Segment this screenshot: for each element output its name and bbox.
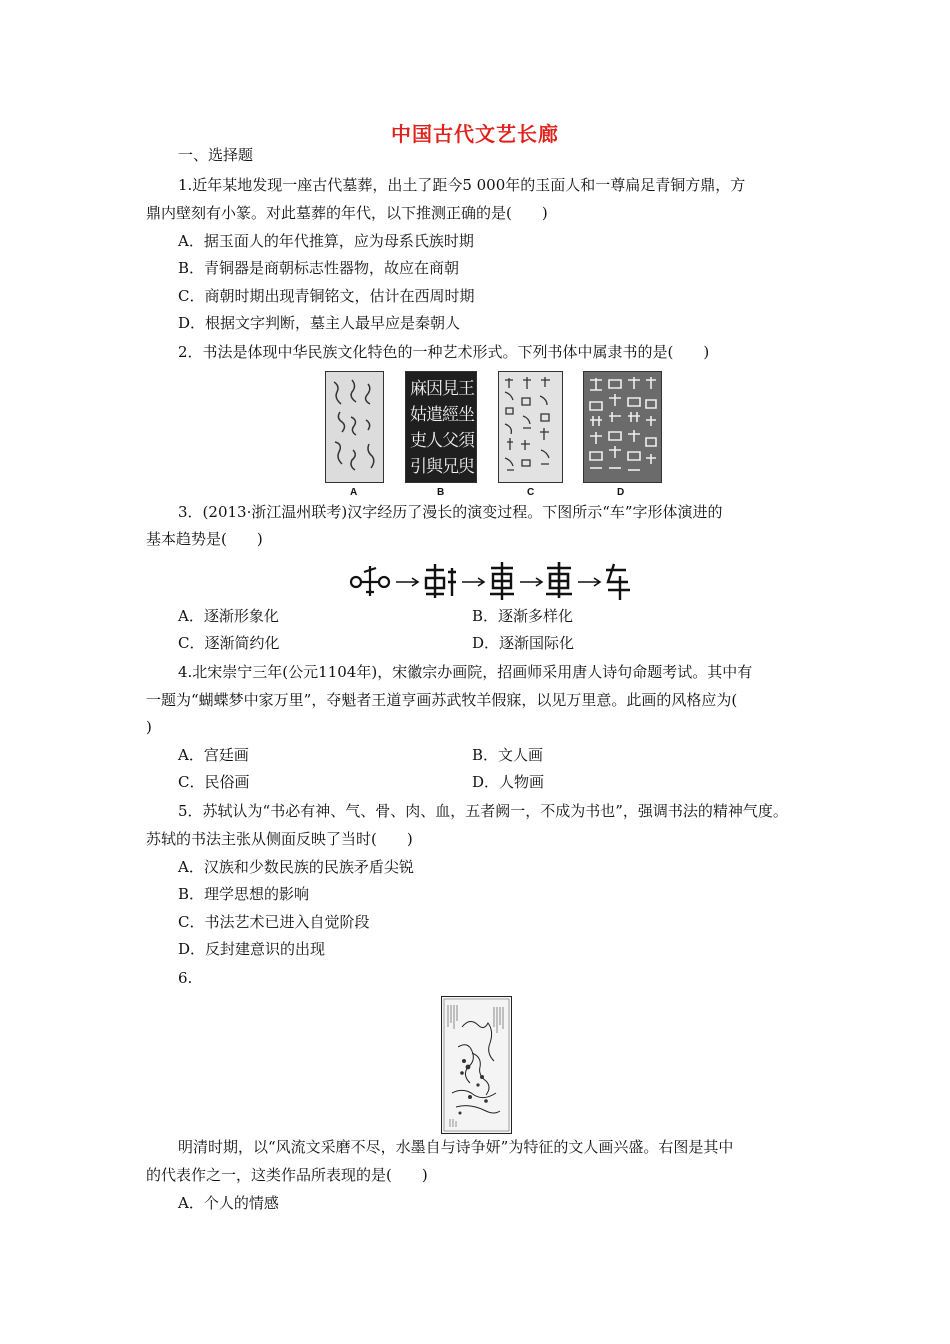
section-heading: 一、选择题 <box>178 146 254 164</box>
evolution-arrow-3 <box>520 578 542 586</box>
evolution-arrow-1 <box>396 578 418 586</box>
calligraphy-b-char: 臾 <box>458 457 475 477</box>
q3-stem-line1: 3．(2013·浙江温州联考)汉字经历了漫长的演变过程。下图所示“车”字形体演进的 <box>178 503 723 521</box>
calligraphy-b-char: 麻 <box>410 379 427 399</box>
calligraphy-b-char: 見 <box>442 379 459 399</box>
q1-option-c: C．商朝时期出现青铜铭文，估计在西周时期 <box>178 287 475 305</box>
calligraphy-b-char: 因 <box>426 379 443 399</box>
q1-stem-line2: 鼎内壁刻有小篆。对此墓葬的年代，以下推测正确的是( ) <box>146 204 548 222</box>
calligraphy-b-char: 須 <box>458 431 475 451</box>
calligraphy-b-char: 遣 <box>426 405 443 425</box>
evolution-arrow-4 <box>578 578 600 586</box>
q5-option-b: B．理学思想的影响 <box>178 885 310 903</box>
evolution-glyph-seal <box>490 562 514 600</box>
q3-stem-line2: 基本趋势是( ) <box>146 530 263 548</box>
calligraphy-label-b: B <box>437 487 445 498</box>
landscape-painting <box>441 996 512 1134</box>
q3-option-c: C．逐渐简约化 <box>178 634 280 652</box>
calligraphy-b-char: 吏 <box>410 431 427 451</box>
q3-option-a: A．逐渐形象化 <box>178 607 279 625</box>
q3-option-d: D．逐渐国际化 <box>472 634 575 652</box>
q5-option-a: A．汉族和少数民族的民族矛盾尖锐 <box>178 858 414 876</box>
q6-number: 6. <box>178 969 193 987</box>
q1-option-d: D．根据文字判断，墓主人最早应是秦朝人 <box>178 314 461 332</box>
q6-stem-line2: 的代表作之一，这类作品所表现的是( ) <box>146 1166 428 1184</box>
calligraphy-sample-a <box>325 371 384 483</box>
character-evolution-figure <box>348 558 648 602</box>
q1-stem-line1: 1.近年某地发现一座古代墓葬，出土了距今5 000年的玉面人和一尊扁足青铜方鼎，方 <box>178 176 746 194</box>
calligraphy-label-a: A <box>350 487 358 498</box>
calligraphy-figure <box>320 368 665 503</box>
calligraphy-sample-c <box>498 371 563 483</box>
q5-option-d: D．反封建意识的出现 <box>178 940 326 958</box>
calligraphy-sample-d <box>583 371 662 483</box>
q4-stem-line3: ) <box>146 718 152 736</box>
q4-option-c: C．民俗画 <box>178 773 250 791</box>
calligraphy-label-c: C <box>527 487 535 498</box>
q4-option-a: A．宫廷画 <box>178 746 249 764</box>
evolution-glyph-bronze <box>426 564 456 598</box>
calligraphy-b-char: 姑 <box>410 405 427 425</box>
evolution-glyph-simplified <box>606 564 630 600</box>
q6-option-a: A．个人的情感 <box>178 1194 279 1212</box>
q1-option-b: B．青铜器是商朝标志性器物，故应在商朝 <box>178 259 460 277</box>
q4-option-b: B．文人画 <box>472 746 544 764</box>
q4-option-d: D．人物画 <box>472 773 545 791</box>
calligraphy-b-char: 父 <box>442 431 459 451</box>
calligraphy-b-char: 兄 <box>442 457 459 477</box>
evolution-arrow-2 <box>462 578 484 586</box>
calligraphy-b-char: 引 <box>410 457 427 477</box>
evolution-glyph-oracle <box>351 566 389 596</box>
calligraphy-b-char: 坐 <box>458 405 475 425</box>
calligraphy-label-d: D <box>617 487 625 498</box>
q2-stem: 2．书法是体现中华民族文化特色的一种艺术形式。下列书体中属隶书的是( ) <box>178 343 710 361</box>
q1-option-a: A．据玉面人的年代推算，应为母系氏族时期 <box>178 232 474 250</box>
q5-option-c: C．书法艺术已进入自觉阶段 <box>178 913 370 931</box>
calligraphy-b-char: 人 <box>426 431 443 451</box>
q6-stem-line1: 明清时期，以“风流文采磨不尽，水墨自与诗争妍”为特征的文人画兴盛。右图是其中 <box>178 1138 734 1156</box>
q5-stem-line1: 5．苏轼认为“书必有神、气、骨、肉、血，五者阙一，不成为书也”，强调书法的精神气度。 <box>178 802 788 820</box>
calligraphy-b-char: 經 <box>442 405 459 425</box>
evolution-glyph-clerical <box>546 562 572 598</box>
calligraphy-b-char: 王 <box>458 379 475 399</box>
calligraphy-b-char: 與 <box>426 457 443 477</box>
q5-stem-line2: 苏轼的书法主张从侧面反映了当时( ) <box>146 830 413 848</box>
document-title: 中国古代文艺长廊 <box>391 122 559 146</box>
q3-option-b: B．逐渐多样化 <box>472 607 574 625</box>
q4-stem-line2: 一题为“蝴蝶梦中家万里”，夺魁者王道亨画苏武牧羊假寐，以见万里意。此画的风格应为( <box>146 691 738 709</box>
q4-stem-line1: 4.北宋崇宁三年(公元1104年)，宋徽宗办画院，招画师采用唐人诗句命题考试。其中有 <box>178 663 753 681</box>
calligraphy-sample-b <box>405 371 477 483</box>
